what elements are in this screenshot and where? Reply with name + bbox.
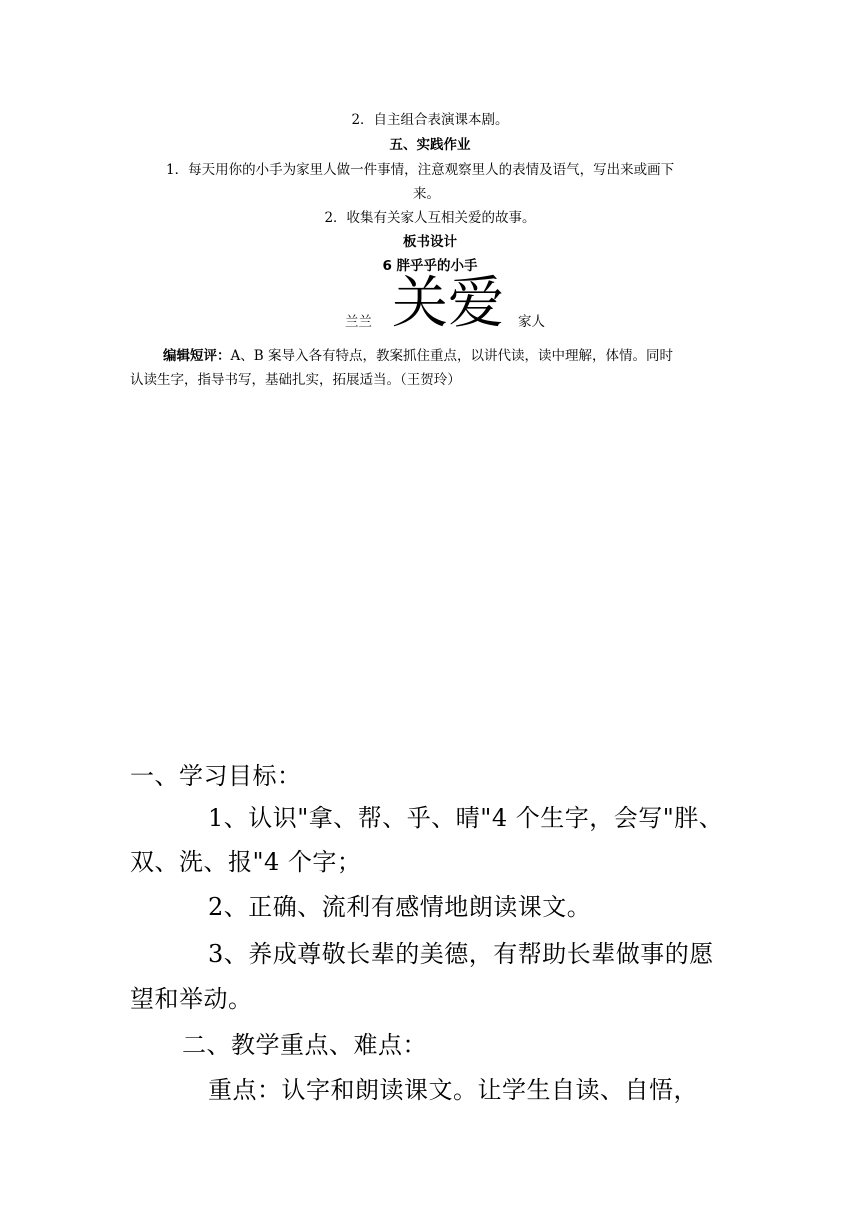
homework-item-1-line1: 1．每天用你的小手为家里人做一件事情，注意观察里人的表情及语气，写出来或画下 [166,162,675,178]
homework-item-2: 2．收集有关家人互相关爱的故事。 [324,210,536,226]
editor-comment-line1 [163,344,673,364]
homework-item-1-line2: 来。 [413,186,440,202]
editor-comment-text: A、B 案导入各有特点，教案抓住重点，以讲代读，读中理解，体情。同时 [230,348,673,364]
board-left-word: 兰兰 [345,314,372,330]
goal-1-line2: 双、洗、报"4 个字； [130,848,362,876]
editor-comment-line2: 认读生字，指导书写，基础扎实，拓展适当。（王贺玲） [130,372,461,388]
board-right-word: 家人 [518,314,545,330]
section-heading-learning-goals: 一、学习目标： [130,762,302,790]
section-heading-homework: 五、实践作业 [389,137,471,153]
goal-2: 2、正确、流利有感情地朗读课文。 [208,893,592,921]
board-design-heading: 板书设计 [403,234,457,250]
editor-comment-label: 编辑短评： [163,348,231,364]
board-design-title: 6 胖乎乎的小手 [382,258,478,274]
goal-1-line1: 1、认识"拿、帮、乎、晴"4 个生字，会写"胖、 [208,804,724,832]
board-center-word: 关爱 [392,271,504,336]
section-heading-key-points: 二、教学重点、难点： [182,1031,427,1059]
key-point-text: 重点：认字和朗读课文。让学生自读、自悟， [208,1076,698,1104]
goal-3-line1: 3、养成尊敬长辈的美德，有帮助长辈做事的愿 [208,940,714,968]
goal-3-line2: 望和举动。 [130,985,253,1013]
practice-item-2: 2．自主组合表演课本剧。 [351,112,509,128]
